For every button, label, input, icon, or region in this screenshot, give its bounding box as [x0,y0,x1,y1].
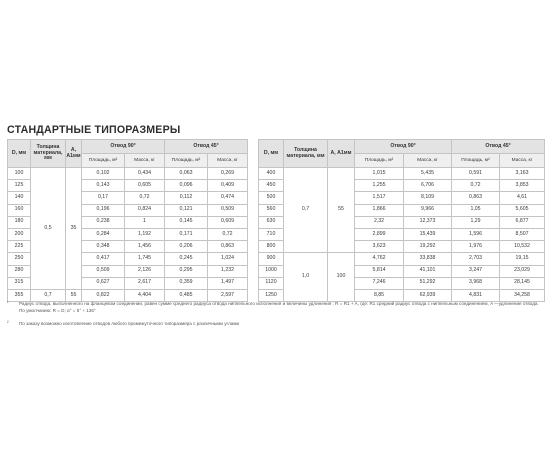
cell-area-45: 0,063 [165,168,208,180]
cell-mass-90: 9,966 [404,204,452,216]
cell-area-45: 0,359 [165,277,208,289]
cell-mass-45: 0,509 [208,204,248,216]
cell-mass-45: 6,877 [500,216,545,228]
footnote-mark: ¹ [7,300,9,305]
cell-area-45: 2,703 [452,253,500,265]
cell-mass-90: 12,373 [404,216,452,228]
cell-mass-45: 1,024 [208,253,248,265]
cell-d: 315 [8,277,31,289]
header-area-45: Площадь, м² [165,154,208,168]
cell-mass-90: 1,456 [125,241,165,253]
cell-area-90: 0,17 [82,192,125,204]
cell-thickness: 0,5 [31,168,66,290]
cell-a: 35 [66,168,82,290]
cell-d: 560 [259,204,284,216]
table-row [259,168,545,180]
cell-area-45: 0,245 [165,253,208,265]
cell-area-90: 0,627 [82,277,125,289]
footnotes [7,300,544,333]
cell-mass-45: 4,61 [500,192,545,204]
cell-mass-90: 1,192 [125,228,165,240]
cell-mass-90: 51,292 [404,277,452,289]
cell-d: 1000 [259,265,284,277]
cell-d: 400 [259,168,284,180]
cell-area-45: 1,29 [452,216,500,228]
cell-d: 160 [8,204,31,216]
cell-mass-90: 41,101 [404,265,452,277]
cell-area-90: 2,899 [355,228,404,240]
cell-area-45: 0,121 [165,204,208,216]
cell-area-90: 0,284 [82,228,125,240]
cell-mass-90: 4,404 [125,289,165,301]
cell-area-45: 0,096 [165,180,208,192]
cell-mass-90: 1,745 [125,253,165,265]
cell-mass-90: 2,126 [125,265,165,277]
cell-d: 200 [8,228,31,240]
cell-d: 250 [8,253,31,265]
cell-area-45: 0,206 [165,241,208,253]
cell-area-90: 4,762 [355,253,404,265]
cell-mass-90: 6,706 [404,180,452,192]
cell-mass-90: 62,939 [404,289,452,301]
right-size-table [258,139,545,302]
cell-area-45: 0,295 [165,265,208,277]
cell-d: 1250 [259,289,284,301]
header-bend-90: Отвод 90° [355,140,452,154]
header-thickness: Толщина материала, мм [31,140,66,168]
cell-mass-90: 2,617 [125,277,165,289]
cell-area-90: 8,85 [355,289,404,301]
cell-mass-90: 1 [125,216,165,228]
cell-mass-90: 15,439 [404,228,452,240]
cell-mass-45: 0,609 [208,216,248,228]
table-row [8,168,248,180]
cell-area-45: 4,831 [452,289,500,301]
cell-mass-45: 3,853 [500,180,545,192]
header-bend-45: Отвод 45° [452,140,545,154]
cell-mass-90: 33,838 [404,253,452,265]
cell-area-45: 0,171 [165,228,208,240]
header-d: D, мм [8,140,31,168]
cell-area-90: 0,238 [82,216,125,228]
cell-area-90: 1,517 [355,192,404,204]
cell-area-45: 1,976 [452,241,500,253]
cell-mass-90: 0,434 [125,168,165,180]
cell-mass-45: 10,532 [500,241,545,253]
cell-d: 280 [8,265,31,277]
cell-area-90: 0,196 [82,204,125,216]
header-mass-45: Масса, кг [208,154,248,168]
cell-mass-45: 2,597 [208,289,248,301]
footnote [7,300,544,314]
cell-area-90: 0,509 [82,265,125,277]
header-mass-90: Масса, кг [404,154,452,168]
cell-mass-90: 5,435 [404,168,452,180]
cell-d: 100 [8,168,31,180]
cell-d: 450 [259,180,284,192]
cell-area-90: 1,866 [355,204,404,216]
cell-d: 500 [259,192,284,204]
cell-mass-45: 1,497 [208,277,248,289]
header-area-90: Площадь, м² [82,154,125,168]
header-d: D, мм [259,140,284,168]
header-area-45: Площадь, м² [452,154,500,168]
cell-mass-45: 0,269 [208,168,248,180]
cell-area-90: 5,814 [355,265,404,277]
cell-mass-45: 23,029 [500,265,545,277]
cell-thickness: 0,7 [31,289,66,301]
cell-mass-45: 0,474 [208,192,248,204]
cell-d: 710 [259,228,284,240]
cell-area-45: 3,247 [452,265,500,277]
page-title: СТАНДАРТНЫЕ ТИПОРАЗМЕРЫ [7,124,181,136]
cell-mass-45: 0,409 [208,180,248,192]
table-row [259,253,545,265]
cell-d: 140 [8,192,31,204]
footnote [7,320,544,327]
cell-d: 225 [8,241,31,253]
cell-mass-45: 0,863 [208,241,248,253]
cell-area-90: 0,102 [82,168,125,180]
cell-mass-90: 0,824 [125,204,165,216]
cell-d: 800 [259,241,284,253]
cell-thickness: 1,0 [284,253,328,302]
cell-area-90: 0,822 [82,289,125,301]
cell-mass-45: 34,258 [500,289,545,301]
cell-area-45: 0,485 [165,289,208,301]
cell-area-45: 0,591 [452,168,500,180]
cell-d: 355 [8,289,31,301]
cell-d: 125 [8,180,31,192]
cell-a: 55 [328,168,355,253]
header-area-90: Площадь, м² [355,154,404,168]
cell-area-90: 2,32 [355,216,404,228]
cell-d: 1120 [259,277,284,289]
cell-area-45: 0,72 [452,180,500,192]
footnote-text: Радиус отвода, выполненного на фланцевом соединении, равен сумме среднего радиуса отвода ниппельного исполнения и величины удлинения : R = R1 + A, где: R1 средний радиус отвода с ниппельным соединением, A —удлинение отвода. По умолчанию: R = D; α° = 5° ÷ 135° [19,301,539,314]
cell-mass-90: 8,109 [404,192,452,204]
cell-area-90: 0,348 [82,241,125,253]
cell-area-90: 1,255 [355,180,404,192]
cell-area-90: 1,015 [355,168,404,180]
header-a: А, А1мм [328,140,355,168]
cell-a: 100 [328,253,355,302]
cell-mass-90: 19,292 [404,241,452,253]
cell-d: 900 [259,253,284,265]
cell-area-45: 0,145 [165,216,208,228]
header-mass-45: Масса, кг [500,154,545,168]
cell-d: 630 [259,216,284,228]
cell-d: 180 [8,216,31,228]
header-bend-45: Отвод 45° [165,140,248,154]
cell-area-90: 0,143 [82,180,125,192]
header-mass-90: Масса, кг [125,154,165,168]
footnote-mark: ² [7,320,9,326]
footnote-text: По заказу возможно изготовление отводов любого промежуточного типоразмера с различными углами [19,321,240,327]
cell-mass-90: 0,605 [125,180,165,192]
cell-mass-90: 0,72 [125,192,165,204]
cell-mass-45: 8,507 [500,228,545,240]
cell-area-45: 1,05 [452,204,500,216]
header-thickness: Толщина материала, мм [284,140,328,168]
cell-area-45: 0,863 [452,192,500,204]
cell-area-45: 1,596 [452,228,500,240]
header-a: А, А1мм [66,140,82,168]
cell-area-90: 3,623 [355,241,404,253]
cell-area-45: 3,968 [452,277,500,289]
cell-area-45: 0,112 [165,192,208,204]
cell-mass-45: 28,145 [500,277,545,289]
cell-mass-45: 5,605 [500,204,545,216]
cell-mass-45: 1,232 [208,265,248,277]
cell-a: 55 [66,289,82,301]
cell-thickness: 0,7 [284,168,328,253]
cell-mass-45: 19,15 [500,253,545,265]
cell-mass-45: 3,163 [500,168,545,180]
cell-area-90: 7,246 [355,277,404,289]
cell-mass-45: 0,72 [208,228,248,240]
cell-area-90: 0,417 [82,253,125,265]
left-size-table [7,139,248,302]
header-bend-90: Отвод 90° [82,140,165,154]
